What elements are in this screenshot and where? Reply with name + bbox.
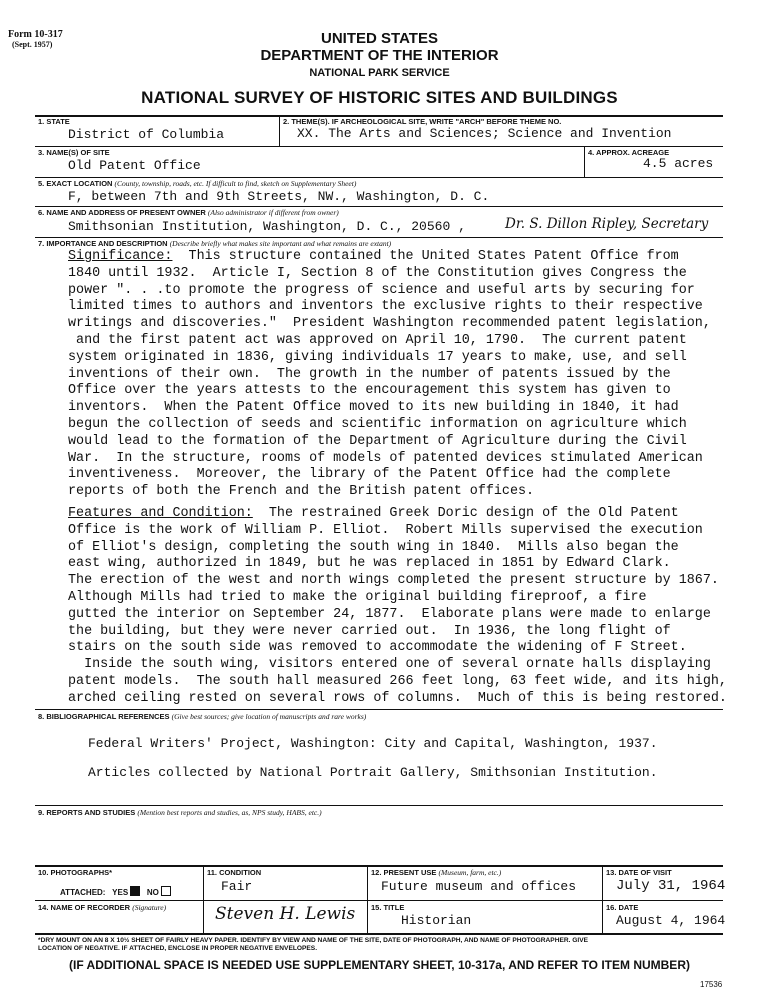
footnote bbox=[38, 937, 588, 953]
features-line: The erection of the west and north wings completed the present structure by 1867. bbox=[68, 573, 719, 589]
site-name-label: 3. NAME(S) OF SITE bbox=[38, 148, 110, 157]
rule-4 bbox=[35, 237, 723, 238]
significance-paragraph bbox=[68, 249, 711, 501]
importance-label-wrap bbox=[38, 239, 391, 248]
importance-note: (Describe briefly what makes site important and what remains are extant) bbox=[169, 239, 392, 248]
reports-note: (Mention best reports and studies, as, NPS study, HABS, etc.) bbox=[137, 808, 322, 817]
bibliography-item: Articles collected by National Portrait Gallery, Smithsonian Institution. bbox=[88, 765, 658, 780]
significance-line: War. In the structure, rooms of models of patented devices stimulated American bbox=[68, 450, 703, 466]
significance-line: limited times to authors and inventors the exclusive rights to their respective bbox=[68, 299, 703, 315]
significance-line: inventiveness. Moreover, the library of the Patent Office had the complete bbox=[68, 467, 671, 483]
significance-line: reports of both the French and the British patent offices. bbox=[68, 484, 535, 500]
theme-value: XX. The Arts and Sciences; Science and Invention bbox=[297, 126, 672, 141]
site-name-value: Old Patent Office bbox=[68, 158, 201, 173]
rule-2 bbox=[35, 177, 723, 178]
features-line: Office is the work of William P. Elliot. Robert Mills supervised the execution bbox=[68, 522, 703, 538]
rule-6 bbox=[35, 805, 723, 806]
footnote-line: *DRY MOUNT ON AN 8 X 10½ SHEET OF FAIRLY HEAVY PAPER. IDENTIFY BY VIEW AND NAME OF THE SITE, DATE OF PHOTOGRAPH, AND NAME OF PHOTOGRAPHER. GIVE bbox=[38, 937, 589, 944]
features-line: the building, but they were never carried out. In 1936, the long flight of bbox=[68, 623, 671, 639]
photographs-attached bbox=[60, 886, 171, 897]
significance-line: power ". . .to promote the progress of science and useful arts by securing for bbox=[68, 282, 695, 298]
page-mark: 17536 bbox=[700, 980, 723, 989]
present-use-label: 12. PRESENT USE bbox=[371, 868, 437, 877]
features-paragraph bbox=[68, 506, 727, 708]
present-use-value: Future museum and offices bbox=[381, 879, 577, 894]
date-value: August 4, 1964 bbox=[616, 913, 726, 928]
significance-line: and the first patent act was approved on April 10, 1790. The current patent bbox=[68, 332, 687, 348]
references-note: (Give best sources; give location of manuscripts and rare works) bbox=[171, 712, 367, 721]
recorder-label: 14. NAME OF RECORDER bbox=[38, 903, 131, 912]
rule-7 bbox=[35, 865, 723, 867]
significance-line: writings and discoveries." President Washington recommended patent legislation, bbox=[68, 316, 711, 332]
divider-10-11 bbox=[203, 866, 204, 933]
location-label: 5. EXACT LOCATION bbox=[38, 179, 113, 188]
attached-label: ATTACHED: bbox=[60, 888, 106, 897]
significance-line: would lead to the formation of the Department of Agriculture during the Civil bbox=[68, 433, 687, 449]
features-line: Inside the south wing, visitors entered one of several ornate halls displaying bbox=[68, 657, 711, 673]
features-line: east wing, authorized in 1849, but he was replaced in 1851 by Edward Clark. bbox=[68, 556, 671, 572]
recorder-note: (Signature) bbox=[132, 903, 167, 912]
significance-line: inventions of their own. The growth in the number of patents issued by the bbox=[68, 366, 671, 382]
theme-label: 2. THEME(S). IF ARCHEOLOGICAL SITE, WRITE "ARCH" BEFORE THEME NO. bbox=[283, 117, 562, 126]
rule-5 bbox=[35, 709, 723, 710]
references-label: 8. BIBLIOGRAPHICAL REFERENCES bbox=[38, 712, 170, 721]
recorder-signature: Steven H. Lewis bbox=[215, 904, 356, 924]
features-line: arched ceiling rested on several rows of columns. Much of this is being restored. bbox=[68, 690, 727, 706]
significance-line: Significance: This structure contained the United States Patent Office from bbox=[68, 249, 679, 264]
bibliography-item: Federal Writers' Project, Washington: City and Capital, Washington, 1937. bbox=[88, 736, 658, 751]
rule-8 bbox=[35, 900, 723, 901]
state-value: District of Columbia bbox=[68, 127, 225, 142]
significance-line: Office over the years attests to the encouragement this system has given to bbox=[68, 383, 671, 399]
title-label: 15. TITLE bbox=[371, 903, 405, 912]
features-line: of Elliot's design, completing the south wing in 1840. Mills also began the bbox=[68, 539, 679, 555]
features-line: stairs on the south side was removed to accommodate the widening of F Street. bbox=[68, 640, 687, 656]
photographs-label: 10. PHOTOGRAPHS* bbox=[38, 868, 113, 877]
divider-1-2 bbox=[279, 116, 280, 146]
features-line: gutted the interior on September 24, 1877. Elaborate plans were made to enlarge bbox=[68, 606, 711, 622]
yes-checkbox[interactable] bbox=[130, 886, 140, 896]
form-title: NATIONAL SURVEY OF HISTORIC SITES AND BUILDINGS bbox=[141, 88, 618, 107]
significance-line: 1840 until 1932. Article I, Section 8 of the Constitution gives Congress the bbox=[68, 265, 687, 281]
condition-value: Fair bbox=[221, 879, 253, 894]
location-note: (County, township, roads, etc. If difficult to find, sketch on Supplementary Sheet) bbox=[114, 179, 357, 188]
significance-line: system originated in 1836, giving individuals 17 years to make, use, and sell bbox=[68, 349, 687, 365]
features-line: patent models. The south hall measured 266 feet long, 63 feet wide, and its high, bbox=[68, 673, 727, 689]
visit-date-label: 13. DATE OF VISIT bbox=[606, 868, 672, 877]
significance-line: begun the collection of seeds and scientific information on agriculture which bbox=[68, 416, 687, 432]
footnote-line: LOCATION OF NEGATIVE. IF ATTACHED, ENCLOSE IN PROPER NEGATIVE ENVELOPES. bbox=[38, 945, 318, 952]
acreage-value: 4.5 acres bbox=[643, 156, 714, 171]
reports-label: 9. REPORTS AND STUDIES bbox=[38, 808, 136, 817]
divider-12-13 bbox=[602, 866, 603, 933]
present-use-note: (Museum, farm, etc.) bbox=[438, 868, 502, 877]
rule-3 bbox=[35, 206, 723, 207]
bottom-note: (IF ADDITIONAL SPACE IS NEEDED USE SUPPLEMENTARY SHEET, 10-317a, AND REFER TO ITEM NUMBER) bbox=[69, 958, 690, 972]
acreage-label: 4. APPROX. ACREAGE bbox=[588, 148, 670, 157]
date-label: 16. DATE bbox=[606, 903, 639, 912]
recorder-label-wrap bbox=[38, 903, 166, 912]
no-checkbox[interactable] bbox=[161, 886, 171, 896]
location-label-wrap bbox=[38, 179, 356, 188]
references-label-wrap bbox=[38, 712, 366, 721]
divider-3-4 bbox=[584, 147, 585, 177]
state-label: 1. STATE bbox=[38, 117, 70, 126]
significance-line: inventors. When the Patent Office moved to its new building in 1840, it had bbox=[68, 400, 679, 416]
owner-note: (Also administrator if different from owner) bbox=[207, 208, 339, 217]
header-line-1: UNITED STATES bbox=[321, 30, 438, 47]
rule-bottom bbox=[35, 933, 723, 935]
condition-label: 11. CONDITION bbox=[207, 868, 262, 877]
owner-label-wrap bbox=[38, 208, 339, 217]
owner-handwritten: Dr. S. Dillon Ripley, Secretary bbox=[505, 216, 709, 232]
title-value: Historian bbox=[401, 913, 472, 928]
features-line: Although Mills had tried to make the original building fireproof, a fire bbox=[68, 589, 647, 605]
owner-value: Smithsonian Institution, Washington, D. C., 20560 , bbox=[68, 219, 466, 234]
header-line-2: DEPARTMENT OF THE INTERIOR bbox=[260, 47, 499, 64]
features-line: Features and Condition: The restrained Greek Doric design of the Old Patent bbox=[68, 506, 679, 521]
header-line-3: NATIONAL PARK SERVICE bbox=[309, 67, 450, 79]
form-date: (Sept. 1957) bbox=[12, 40, 53, 49]
rule-1 bbox=[35, 146, 723, 147]
visit-date-value: July 31, 1964 bbox=[616, 878, 726, 894]
form-number: Form 10-317 bbox=[8, 29, 63, 40]
reports-label-wrap bbox=[38, 808, 322, 817]
divider-11-12 bbox=[367, 866, 368, 933]
owner-label: 6. NAME AND ADDRESS OF PRESENT OWNER bbox=[38, 208, 206, 217]
importance-label: 7. IMPORTANCE AND DESCRIPTION bbox=[38, 239, 168, 248]
location-value: F, between 7th and 9th Streets, NW., Washington, D. C. bbox=[68, 189, 490, 204]
no-label: NO bbox=[146, 888, 159, 897]
present-use-label-wrap bbox=[371, 868, 501, 877]
yes-label: YES bbox=[112, 888, 129, 897]
